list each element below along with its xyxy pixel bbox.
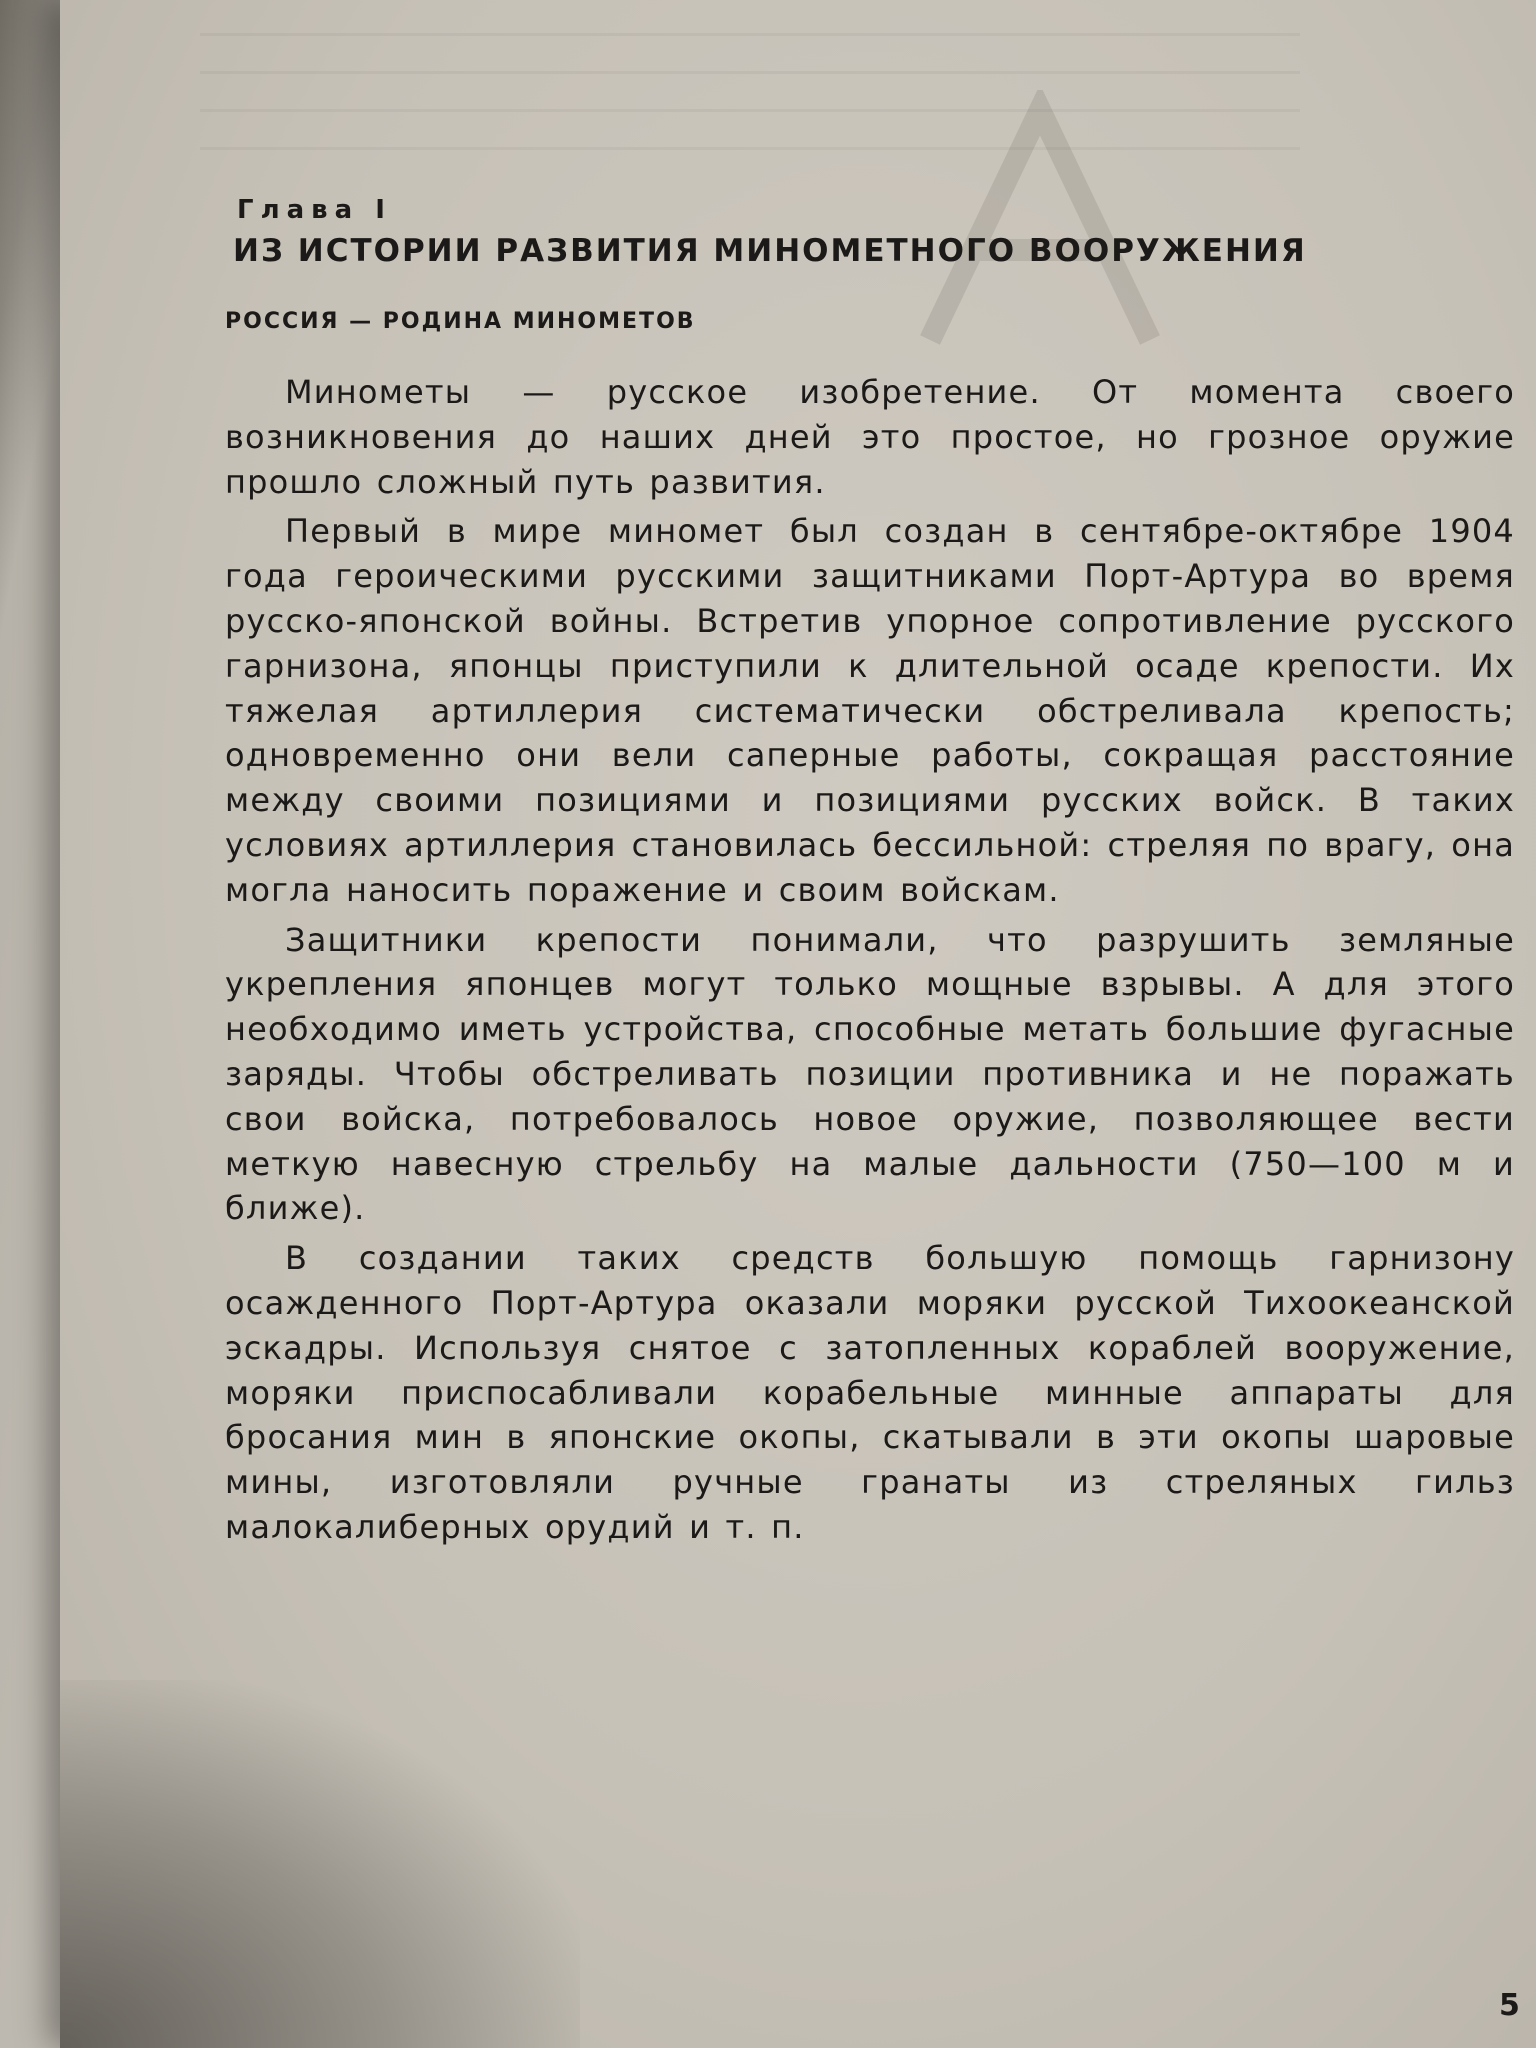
paragraph: Защитники крепости понимали, что разрушить земляные укрепления японцев могут только мощные взрывы. А для этого необходимо иметь устройства, способные метать большие фугасные заряды. Чтобы обстреливать позиции противника и не поражать свои войска, потребовалось новое оружие, позволяющее вести меткую навесную стрельбу на малые дальности (750—100 м и ближе). bbox=[225, 920, 1515, 1228]
paragraph: В создании таких средств большую помощь гарнизону осажденного Порт-Артура оказали моряки русской Тихоокеанской эскадры. Используя снятое с затопленных кораблей вооружение, моряки приспосабливали корабельные минные аппараты для бросания мин в японские окопы, скатывали в эти окопы шаровые мины, изготовляли ручные гранаты из стреляных гильз малокалиберных орудий и т. п. bbox=[225, 1239, 1515, 1546]
chapter-label: Глава I bbox=[237, 195, 392, 225]
paragraph: Первый в мире миномет был создан в сентябре-октябре 1904 года героическими русскими защитниками Порт-Артура во время русско-японской войны. Встретив упорное сопротивление русского гарнизона, японцы приступили к длительной осаде крепости. Их тяжелая артиллерия систематически обстреливала крепость; одновременно они вели саперные работы, сокращая расстояние между своими позициями и позициями русских войск. В таких условиях артиллерия становилась бессильной: стреляя по врагу, она могла наносить поражение и своим войскам. bbox=[225, 512, 1515, 909]
text-block bbox=[225, 195, 1515, 1550]
chapter-title: ИЗ ИСТОРИИ РАЗВИТИЯ МИНОМЕТНОГО ВООРУЖЕНИЯ bbox=[233, 233, 1307, 269]
paragraph: Минометы — русское изобретение. От момента своего возникновения до наших дней это простое, но грозное оружие прошло сложный путь развития. bbox=[225, 373, 1515, 501]
book-page bbox=[60, 0, 1536, 2048]
page-number: 5 bbox=[1499, 1988, 1520, 2023]
show-through-lines bbox=[200, 0, 1300, 150]
finger-shadow bbox=[60, 1680, 580, 2048]
section-title: РОССИЯ — РОДИНА МИНОМЕТОВ bbox=[225, 309, 696, 334]
